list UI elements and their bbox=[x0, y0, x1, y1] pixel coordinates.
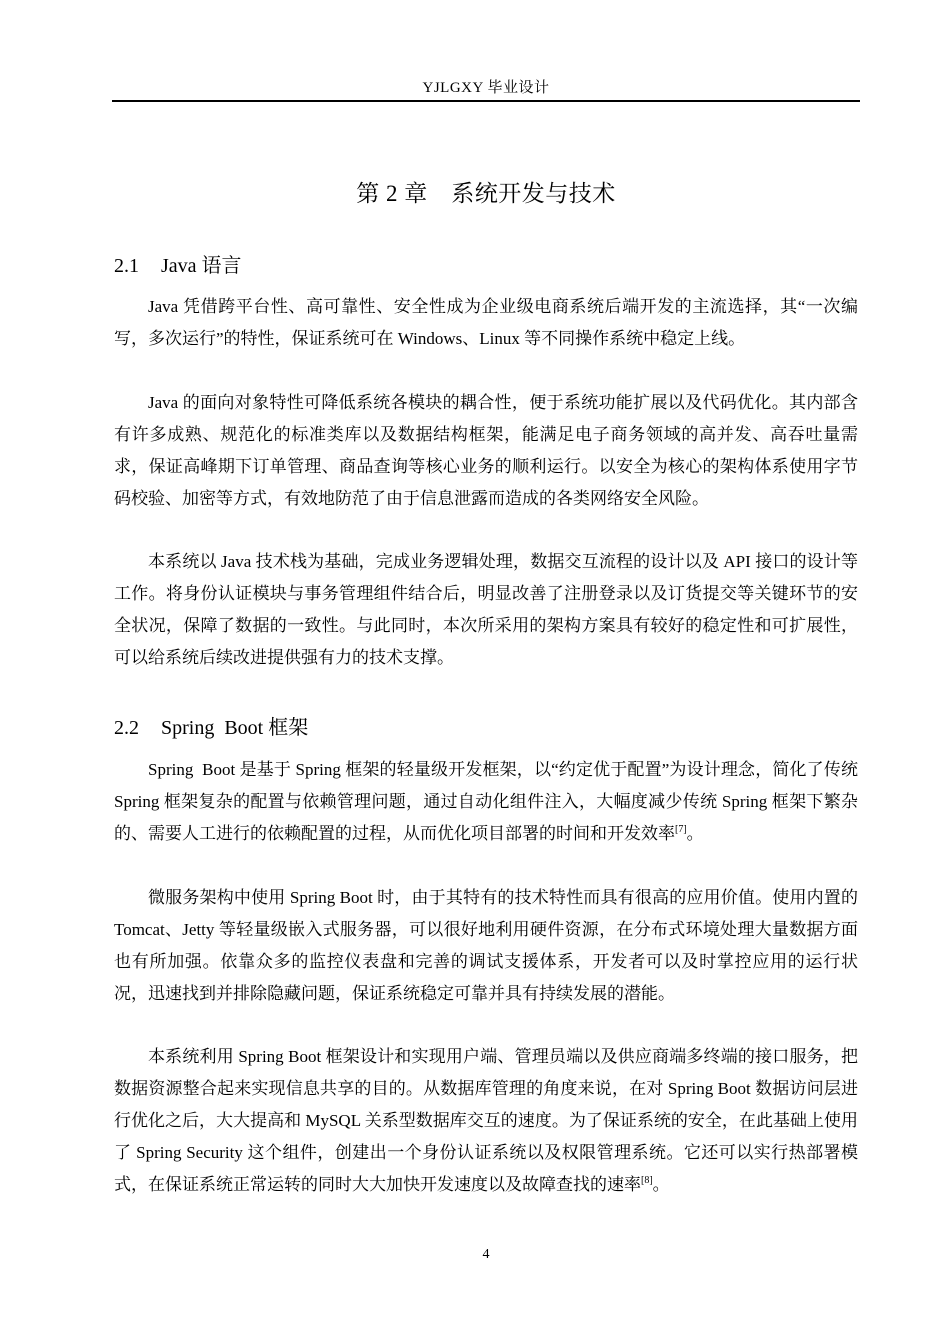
paragraph-text: Java 凭借跨平台性、高可靠性、安全性成为企业级电商系统后端开发的主流选择，其“一次编写，多次运行”的特性，保证系统可在 Windows、Linux 等不同操作系统中稳定上线。 bbox=[114, 297, 858, 348]
paragraph-text: Java 的面向对象特性可降低系统各模块的耦合性，便于系统功能扩展以及代码优化。其内部含有许多成熟、规范化的标准类库以及数据结构框架，能满足电子商务领域的高并发、高吞吐量需求，保证高峰期下订单管理、商品查询等核心业务的顺利运行。以安全为核心的架构体系使用字节码校验、加密等方式，有效地防范了由于信息泄露而造成的各类网络安全风险。 bbox=[114, 393, 858, 508]
section-number: 2.1 bbox=[114, 255, 139, 277]
section-heading-2-1 bbox=[114, 252, 242, 280]
paragraph-end: 。 bbox=[686, 824, 704, 843]
citation-marker[interactable]: [8] bbox=[641, 1175, 653, 1186]
paragraph-text: 本系统以 Java 技术栈为基础，完成业务逻辑处理，数据交互流程的设计以及 API 接口的设计等工作。将身份认证模块与事务管理组件结合后，明显改善了注册登录以及订货提交等关键环节的安全状况，保障了数据的一致性。与此同时，本次所采用的架构方案具有较好的稳定性和可扩展性，可以给系统后续改进提供强有力的技术支撑。 bbox=[114, 552, 858, 667]
page-number: 4 bbox=[482, 1247, 490, 1262]
paragraph-end: 。 bbox=[652, 1175, 670, 1194]
chapter-title: 第 2 章 系统开发与技术 bbox=[356, 181, 616, 206]
running-header: YJLGXY 毕业设计 bbox=[422, 80, 550, 96]
paragraph bbox=[114, 291, 858, 355]
paragraph bbox=[114, 387, 858, 515]
paragraph bbox=[114, 1041, 858, 1201]
paragraph bbox=[114, 754, 863, 850]
paragraph bbox=[114, 546, 858, 674]
paragraph bbox=[114, 882, 858, 1010]
section-title: Spring Boot 框架 bbox=[161, 717, 309, 739]
paragraph-text: 本系统利用 Spring Boot 框架设计和实现用户端、管理员端以及供应商端多终端的接口服务，把数据资源整合起来实现信息共享的目的。从数据库管理的角度来说，在对 Spring Boot 数据访问层进行优化之后，大大提高和 MySQL 关系型数据库交互的速度。为了保证系统的安全，在此基础上使用了 Spring Security 这个组件，创建出一个身份认证系统以及权限管理系统。它还可以实行热部署模式，在保证系统正常运转的同时大大加快开发速度以及故障查找的速率 bbox=[114, 1047, 858, 1194]
section-title: Java 语言 bbox=[161, 255, 242, 277]
citation-marker[interactable]: [7] bbox=[675, 824, 687, 835]
section-heading-2-2 bbox=[114, 714, 308, 742]
section-number: 2.2 bbox=[114, 717, 139, 739]
header-rule bbox=[112, 100, 860, 102]
paragraph-text: 微服务架构中使用 Spring Boot 时，由于其特有的技术特性而具有很高的应用价值。使用内置的 Tomcat、Jetty 等轻量级嵌入式服务器，可以很好地利用硬件资源，在分布式环境处理大量数据方面也有所加强。依靠众多的监控仪表盘和完善的调试支援体系，开发者可以及时掌控应用的运行状况，迅速找到并排除隐藏问题，保证系统稳定可靠并具有持续发展的潜能。 bbox=[114, 888, 858, 1003]
paragraph-text: Spring Boot 是基于 Spring 框架的轻量级开发框架，以“约定优于配置”为设计理念，简化了传统 Spring 框架复杂的配置与依赖管理问题，通过自动化组件注入，大幅度减少传统 Spring 框架下繁杂的、需要人工进行的依赖配置的过程，从而优化项目部署的时间和开发效率 bbox=[114, 760, 863, 843]
